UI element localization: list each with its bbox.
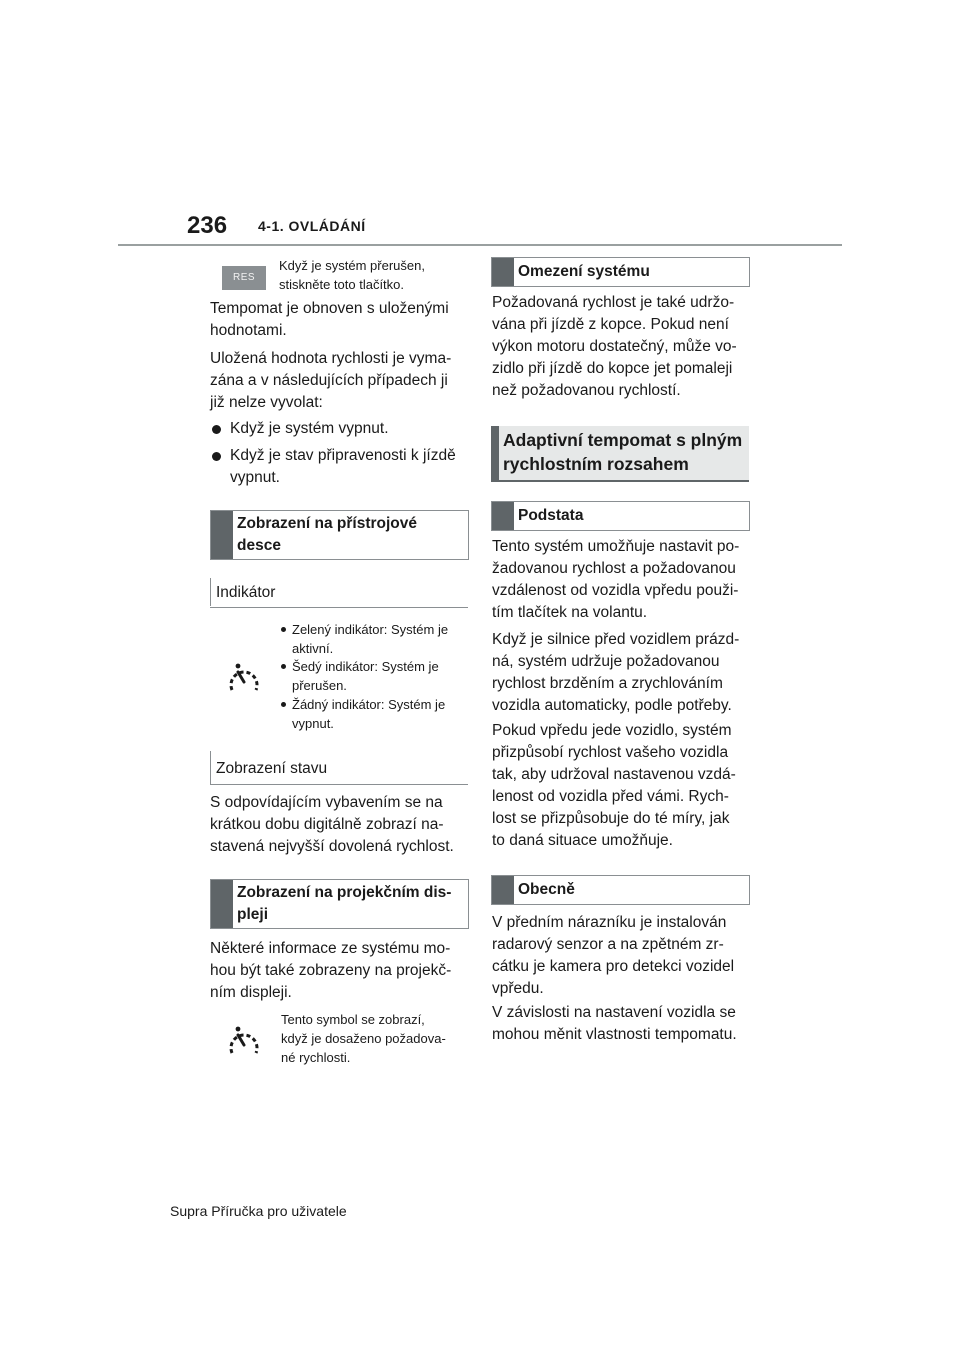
heading-box-principle: Podstata <box>491 501 750 531</box>
heading-box-system-limits: Omezení systému <box>491 257 750 287</box>
bullet-item: Když je systém vypnut. <box>212 418 472 440</box>
res-button-icon: RES <box>222 266 266 290</box>
footer-title: Supra Příručka pro uživatele <box>170 1203 347 1219</box>
paragraph-general-1: V předním nárazníku je instalován radarový senzor a na zpětném zr- cátku je kamera pro detekci vozidel vpředu. <box>492 914 735 997</box>
paragraph-resume: Tempomat je obnoven s uloženými hodnotami. <box>210 300 449 339</box>
paragraph-general-2: V závislosti na nastavení vozidla se mohou měnit vlastnosti tempomatu. <box>492 1004 737 1043</box>
paragraph-principle-3: Pokud vpředu jede vozidlo, systém přizpůsobí rychlost vašeho vozidla tak, aby udržoval nastavenou vzdá- lenost od vozidla před vámi. Rych- lost se přizpůsobuje do té míry, jak to daná situace umožňuje. <box>492 722 736 849</box>
paragraph-head-up-info: Některé informace ze systému mo- hou být také zobrazeny na projekč- ním displeji. <box>210 940 452 1001</box>
heading-box-general: Obecně <box>491 875 750 905</box>
res-description: Když je systém přerušen, stiskněte toto tlačítko. <box>279 258 425 292</box>
page-number: 236 <box>187 212 228 239</box>
paragraph-system-limits: Požadovaná rychlost je také udržo- vána při jízdě z kopce. Pokud není výkon motoru dostatečný, může vo- zidlo při jízdě do kopce jet pomaleji než požadovanou rychlostí. <box>492 294 737 399</box>
paragraph-principle-1: Tento systém umožňuje nastavit po- žadovanou rychlost a požadovanou vzdálenost od vozidla vpředu použi- tím tlačítek na volantu. <box>492 538 740 621</box>
cruise-control-indicator-icon <box>227 660 261 696</box>
indicator-item-green: Zelený indikátor: Systém je aktivní. <box>281 620 471 658</box>
heading-box-head-up-display: Zobrazení na projekčním dis- pleji <box>210 879 469 929</box>
table-header-indicator: Indikátor <box>216 584 276 601</box>
symbol-description: Tento symbol se zobrazí, když je dosaženo požadova- né rychlosti. <box>281 1012 446 1065</box>
paragraph-principle-2: Když je silnice před vozidlem prázd- ná, systém udržuje požadovanou rychlost brzděním a zrychlováním vozidla automaticky, podle potřeby. <box>492 631 740 714</box>
paragraph-digital-display: S odpovídajícím vybavením se na krátkou dobu digitálně zobrazí na- stavená nejvyšší dovolená rychlost. <box>210 794 454 855</box>
heading-box-adaptive-cruise: Adaptivní tempomat s plným rychlostním rozsahem <box>491 426 749 482</box>
indicator-item-none: Žádný indikátor: Systém je vypnut. <box>281 695 471 733</box>
status-display-label: Zobrazení stavu <box>216 760 328 777</box>
header-rule <box>118 244 842 246</box>
section-title: 4-1. OVLÁDÁNÍ <box>258 218 366 234</box>
indicator-item-gray: Šedý indikátor: Systém je přerušen. <box>281 657 471 695</box>
table-divider <box>210 607 468 608</box>
table-divider <box>210 784 468 785</box>
speed-reached-symbol-icon <box>227 1023 261 1059</box>
heading-box-instrument-cluster: Zobrazení na přístrojové desce <box>210 510 469 560</box>
bullet-item: Když je stav připravenosti k jízdě vypnut. <box>212 445 472 489</box>
bullet-dot <box>212 452 221 461</box>
paragraph-stored-speed: Uložená hodnota rychlosti je vyma- zána a v následujících případech ji již nelze vyvolat: <box>210 350 452 411</box>
bullet-dot <box>212 425 221 434</box>
